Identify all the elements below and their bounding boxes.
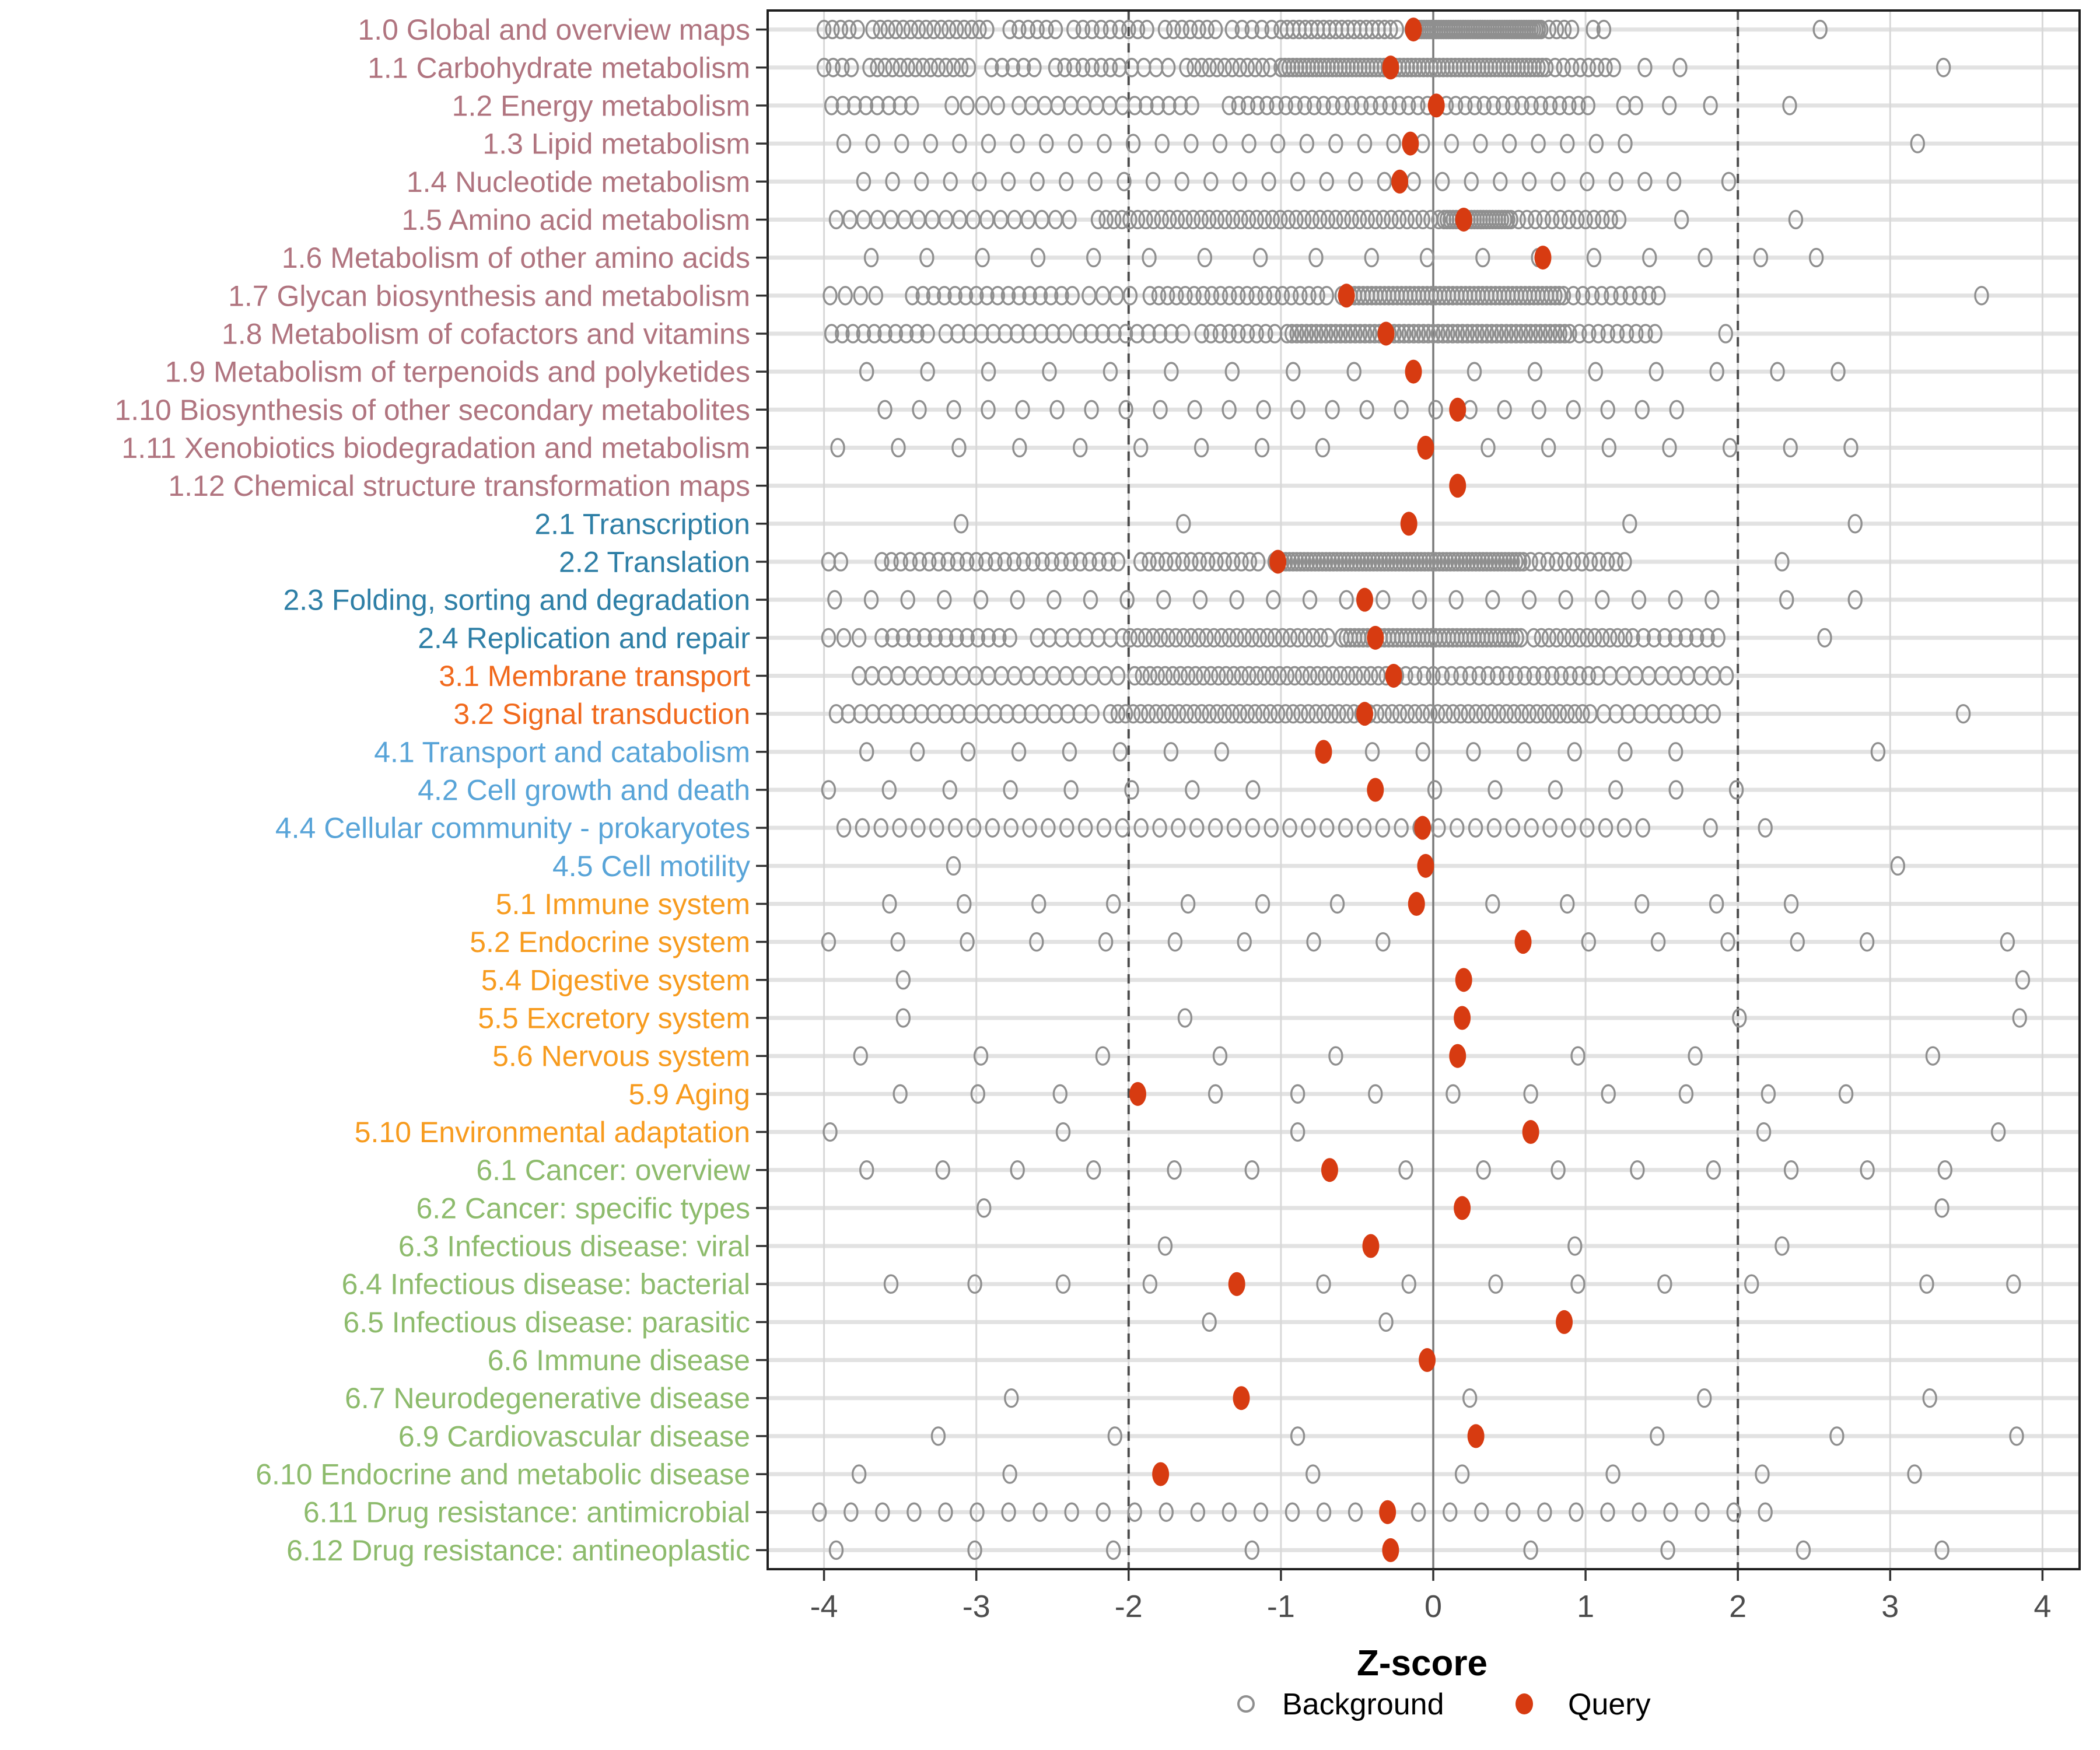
query-dot: [1382, 1538, 1399, 1562]
y-axis-label: 5.9 Aging: [628, 1077, 750, 1111]
query-dot: [1449, 398, 1466, 422]
x-tick-label: -2: [1114, 1589, 1143, 1624]
query-dot: [1228, 1272, 1245, 1296]
query-dot: [1405, 18, 1422, 41]
y-axis-label: 6.3 Infectious disease: viral: [398, 1230, 750, 1263]
y-axis-label: 5.6 Nervous system: [492, 1040, 750, 1073]
y-axis-label: 6.1 Cancer: overview: [476, 1154, 750, 1187]
query-dot: [1405, 360, 1422, 384]
query-dot: [1378, 321, 1395, 345]
x-tick-label: 1: [1577, 1589, 1595, 1624]
x-tick-label: -3: [962, 1589, 991, 1624]
query-dot: [1414, 816, 1431, 840]
y-axis-label: 5.2 Endocrine system: [470, 926, 750, 959]
query-dot: [1379, 1500, 1396, 1524]
axis-layer: [114, 10, 2080, 1624]
y-axis-label: 6.7 Neurodegenerative disease: [345, 1382, 750, 1415]
y-axis-label: 3.2 Signal transduction: [453, 698, 750, 731]
y-axis-label: 1.3 Lipid metabolism: [482, 127, 750, 160]
legend-background-open-circle-icon: [1238, 1696, 1254, 1712]
y-axis-label: 1.5 Amino acid metabolism: [401, 203, 750, 236]
y-axis-label: 1.6 Metabolism of other amino acids: [281, 242, 750, 275]
query-dot: [1129, 1082, 1146, 1106]
gridline-layer: [768, 10, 2080, 1569]
query-dot: [1468, 1424, 1485, 1448]
y-axis-label: 6.4 Infectious disease: bacterial: [341, 1268, 750, 1301]
y-axis-label: 6.12 Drug resistance: antineoplastic: [286, 1534, 750, 1567]
query-dot: [1417, 436, 1434, 460]
y-axis-label: 1.7 Glycan biosynthesis and metabolism: [228, 279, 750, 313]
query-dot: [1454, 1196, 1471, 1220]
x-tick-label: -1: [1266, 1589, 1295, 1624]
y-axis-label: 6.9 Cardiovascular disease: [398, 1420, 750, 1453]
y-axis-label: 5.4 Digestive system: [481, 964, 750, 997]
y-axis-label: 6.11 Drug resistance: antimicrobial: [303, 1496, 750, 1529]
y-axis-label: 1.0 Global and overview maps: [358, 13, 750, 47]
query-dot: [1338, 284, 1355, 307]
query-dot: [1428, 93, 1445, 117]
query-dot: [1385, 664, 1402, 688]
query-dot: [1455, 208, 1472, 232]
query-dot: [1233, 1386, 1250, 1410]
legend-query-filled-circle-icon: [1516, 1693, 1533, 1714]
y-axis-label: 6.5 Infectious disease: parasitic: [343, 1306, 750, 1339]
y-axis-label: 2.1 Transcription: [534, 508, 750, 541]
y-axis-label: 6.6 Immune disease: [487, 1344, 750, 1377]
query-dot: [1449, 474, 1466, 498]
y-axis-label: 4.4 Cellular community - prokaryotes: [275, 811, 750, 845]
legend-background-label: Background: [1282, 1688, 1444, 1721]
y-axis-label: 2.2 Translation: [559, 545, 750, 579]
y-axis-label: 1.12 Chemical structure transformation maps: [168, 470, 750, 503]
legend-query-label: Query: [1568, 1688, 1651, 1721]
query-dot: [1321, 1158, 1338, 1182]
query-dot: [1382, 55, 1399, 79]
query-dot: [1515, 930, 1532, 954]
y-axis-label: 1.2 Energy metabolism: [452, 89, 750, 123]
legend: [1238, 1688, 1651, 1721]
x-tick-label: 3: [1881, 1589, 1899, 1624]
query-dot: [1522, 1120, 1539, 1144]
y-axis-label: 2.4 Replication and repair: [418, 621, 750, 654]
query-dot: [1367, 778, 1384, 802]
y-axis-label: 3.1 Membrane transport: [439, 659, 750, 692]
query-dot: [1152, 1462, 1169, 1486]
y-axis-label: 1.9 Metabolism of terpenoids and polyketides: [164, 355, 750, 388]
y-axis-label: 5.1 Immune system: [495, 888, 750, 921]
query-dot: [1315, 740, 1332, 764]
query-dot: [1455, 968, 1472, 992]
y-axis-label: 1.1 Carbohydrate metabolism: [368, 51, 750, 85]
query-dot: [1417, 854, 1434, 878]
y-axis-label: 5.5 Excretory system: [478, 1002, 750, 1035]
y-axis-label: 4.2 Cell growth and death: [418, 774, 750, 807]
y-axis-label: 2.3 Folding, sorting and degradation: [283, 583, 750, 617]
y-axis-label: 6.2 Cancer: specific types: [416, 1192, 750, 1225]
x-tick-label: 4: [2034, 1589, 2052, 1624]
query-dot: [1391, 170, 1408, 194]
query-dot: [1356, 588, 1373, 612]
query-dot: [1362, 1234, 1379, 1258]
query-dot: [1269, 550, 1286, 573]
query-dot: [1534, 246, 1551, 270]
x-tick-label: 2: [1729, 1589, 1747, 1624]
x-axis-title: Z-score: [1357, 1643, 1488, 1684]
y-axis-label: 4.5 Cell motility: [552, 849, 750, 883]
y-axis-label: 1.11 Xenobiotics biodegradation and metabolism: [121, 431, 750, 464]
y-axis-label: 5.10 Environmental adaptation: [354, 1116, 750, 1149]
query-dot: [1454, 1006, 1471, 1030]
x-tick-label: -4: [810, 1589, 838, 1624]
query-dot: [1402, 132, 1419, 156]
query-dot: [1367, 626, 1384, 650]
query-dot: [1556, 1310, 1573, 1334]
x-tick-label: 0: [1424, 1589, 1443, 1624]
y-axis-label: 1.4 Nucleotide metabolism: [406, 165, 750, 198]
y-axis-label: 6.10 Endocrine and metabolic disease: [256, 1458, 750, 1491]
query-dot: [1356, 702, 1373, 726]
y-axis-label: 1.10 Biosynthesis of other secondary metabolites: [114, 393, 750, 426]
y-axis-label: 1.8 Metabolism of cofactors and vitamins: [222, 317, 750, 351]
y-axis-label: 4.1 Transport and catabolism: [374, 736, 750, 769]
query-dot: [1401, 512, 1418, 536]
query-dot: [1419, 1348, 1436, 1372]
query-dot: [1408, 892, 1425, 916]
query-dot: [1449, 1044, 1466, 1068]
